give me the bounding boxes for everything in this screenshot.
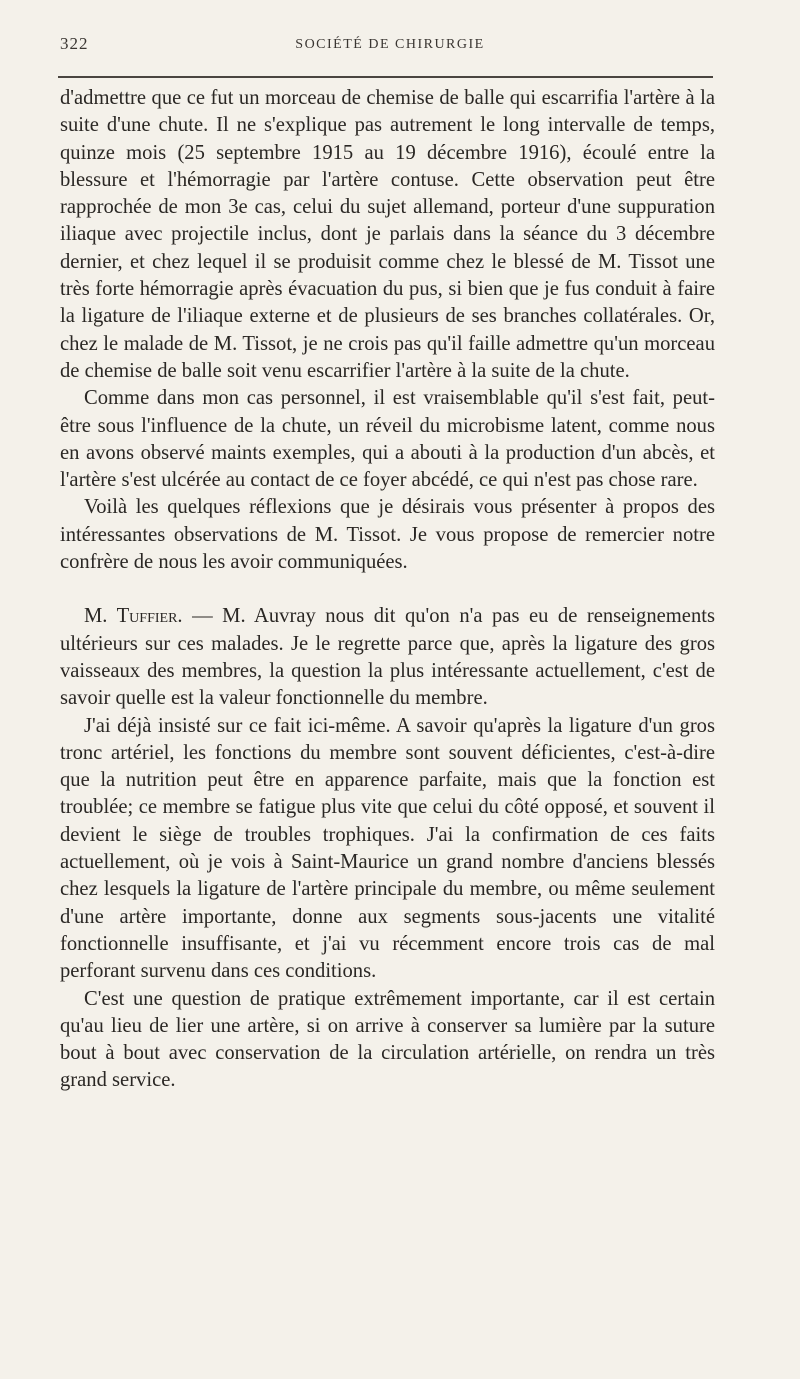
paragraph: J'ai déjà insisté sur ce fait ici-même. A savoir qu'après la ligature d'un gros tronc artériel, les fonctions du membre sont souvent déficientes, c'est-à-dire que la nutrition peut être en apparence parfaite, mais que la fonction est troublée; ce membre se fatigue plus vite que celui du côté opposé, et souvent il devient le siège de troubles trophiques. J'ai la confirmation de ces faits actuellement, où je vois à Saint-Maurice un grand nombre d'anciens blessés chez lesquels la ligature de l'artère principale du membre, ou même seulement d'une artère importante, donne aux segments sous-jacents une vitalité fonctionnelle insuffisante, et j'ai vu récemment encore trois cas de mal perforant survenu dans ces conditions. [60,714,715,983]
body-text [60,85,715,1095]
running-title: SOCIÉTÉ DE CHIRURGIE [295,37,485,52]
page-number: 322 [60,34,89,53]
paragraph: Voilà les quelques réflexions que je désirais vous présenter à propos des intéressantes observations de M. Tissot. Je vous propose de remercier notre confrère de nous les avoir communiquées. [60,496,715,574]
paragraph-text: — M. Auvray nous dit qu'on n'a pas eu de renseignements ultérieurs sur ces malades. Je le regrette parce que, après la ligature des gros vaisseaux des membres, la question la plus intéressante actuellement, c'est de savoir quelle est la valeur fonctionnelle du membre. [60,605,715,710]
speaker-name: M. Tuffier. [84,605,183,628]
running-head [60,32,720,58]
paragraph-speaker-tuffier [60,603,715,712]
paragraph: C'est une question de pratique extrêmement importante, car il est certain qu'au lieu de lier une artère, si on arrive à conserver sa lumière par la suture bout à bout avec conservation de la circulation artérielle, on rendra un très grand service. [60,987,715,1092]
header-rule [58,76,713,78]
paragraph: Comme dans mon cas personnel, il est vraisemblable qu'il s'est fait, peut-être sous l'influence de la chute, un réveil du microbisme latent, comme nous en avons observé maints exemples, qui a abouti à la production d'un abcès, et l'artère s'est ulcérée au contact de ce foyer abcédé, ce qui n'est pas chose rare. [60,387,715,492]
paragraph-continuation: d'admettre que ce fut un morceau de chemise de balle qui escarrifia l'artère à la suite d'une chute. Il ne s'explique pas autrement le long intervalle de temps, quinze mois (25 septembre 1915 au 19 décembre 1916), écoulé entre la blessure et l'hémorragie par l'artère contuse. Cette observation peut être rapprochée de mon 3e cas, celui du sujet allemand, porteur d'une suppuration iliaque avec projectile inclus, dont je parlais dans la séance du 3 décembre dernier, et chez lequel il se produisit comme chez le blessé de M. Tissot une très forte hémorragie après évacuation du pus, si bien que je fus conduit à faire la ligature de l'iliaque externe et de plusieurs de ses branches collatérales. Or, chez le malade de M. Tissot, je ne crois pas qu'il faille admettre qu'un morceau de chemise de balle soit venu escarrifier l'artère à la suite de la chute. [60,87,715,382]
